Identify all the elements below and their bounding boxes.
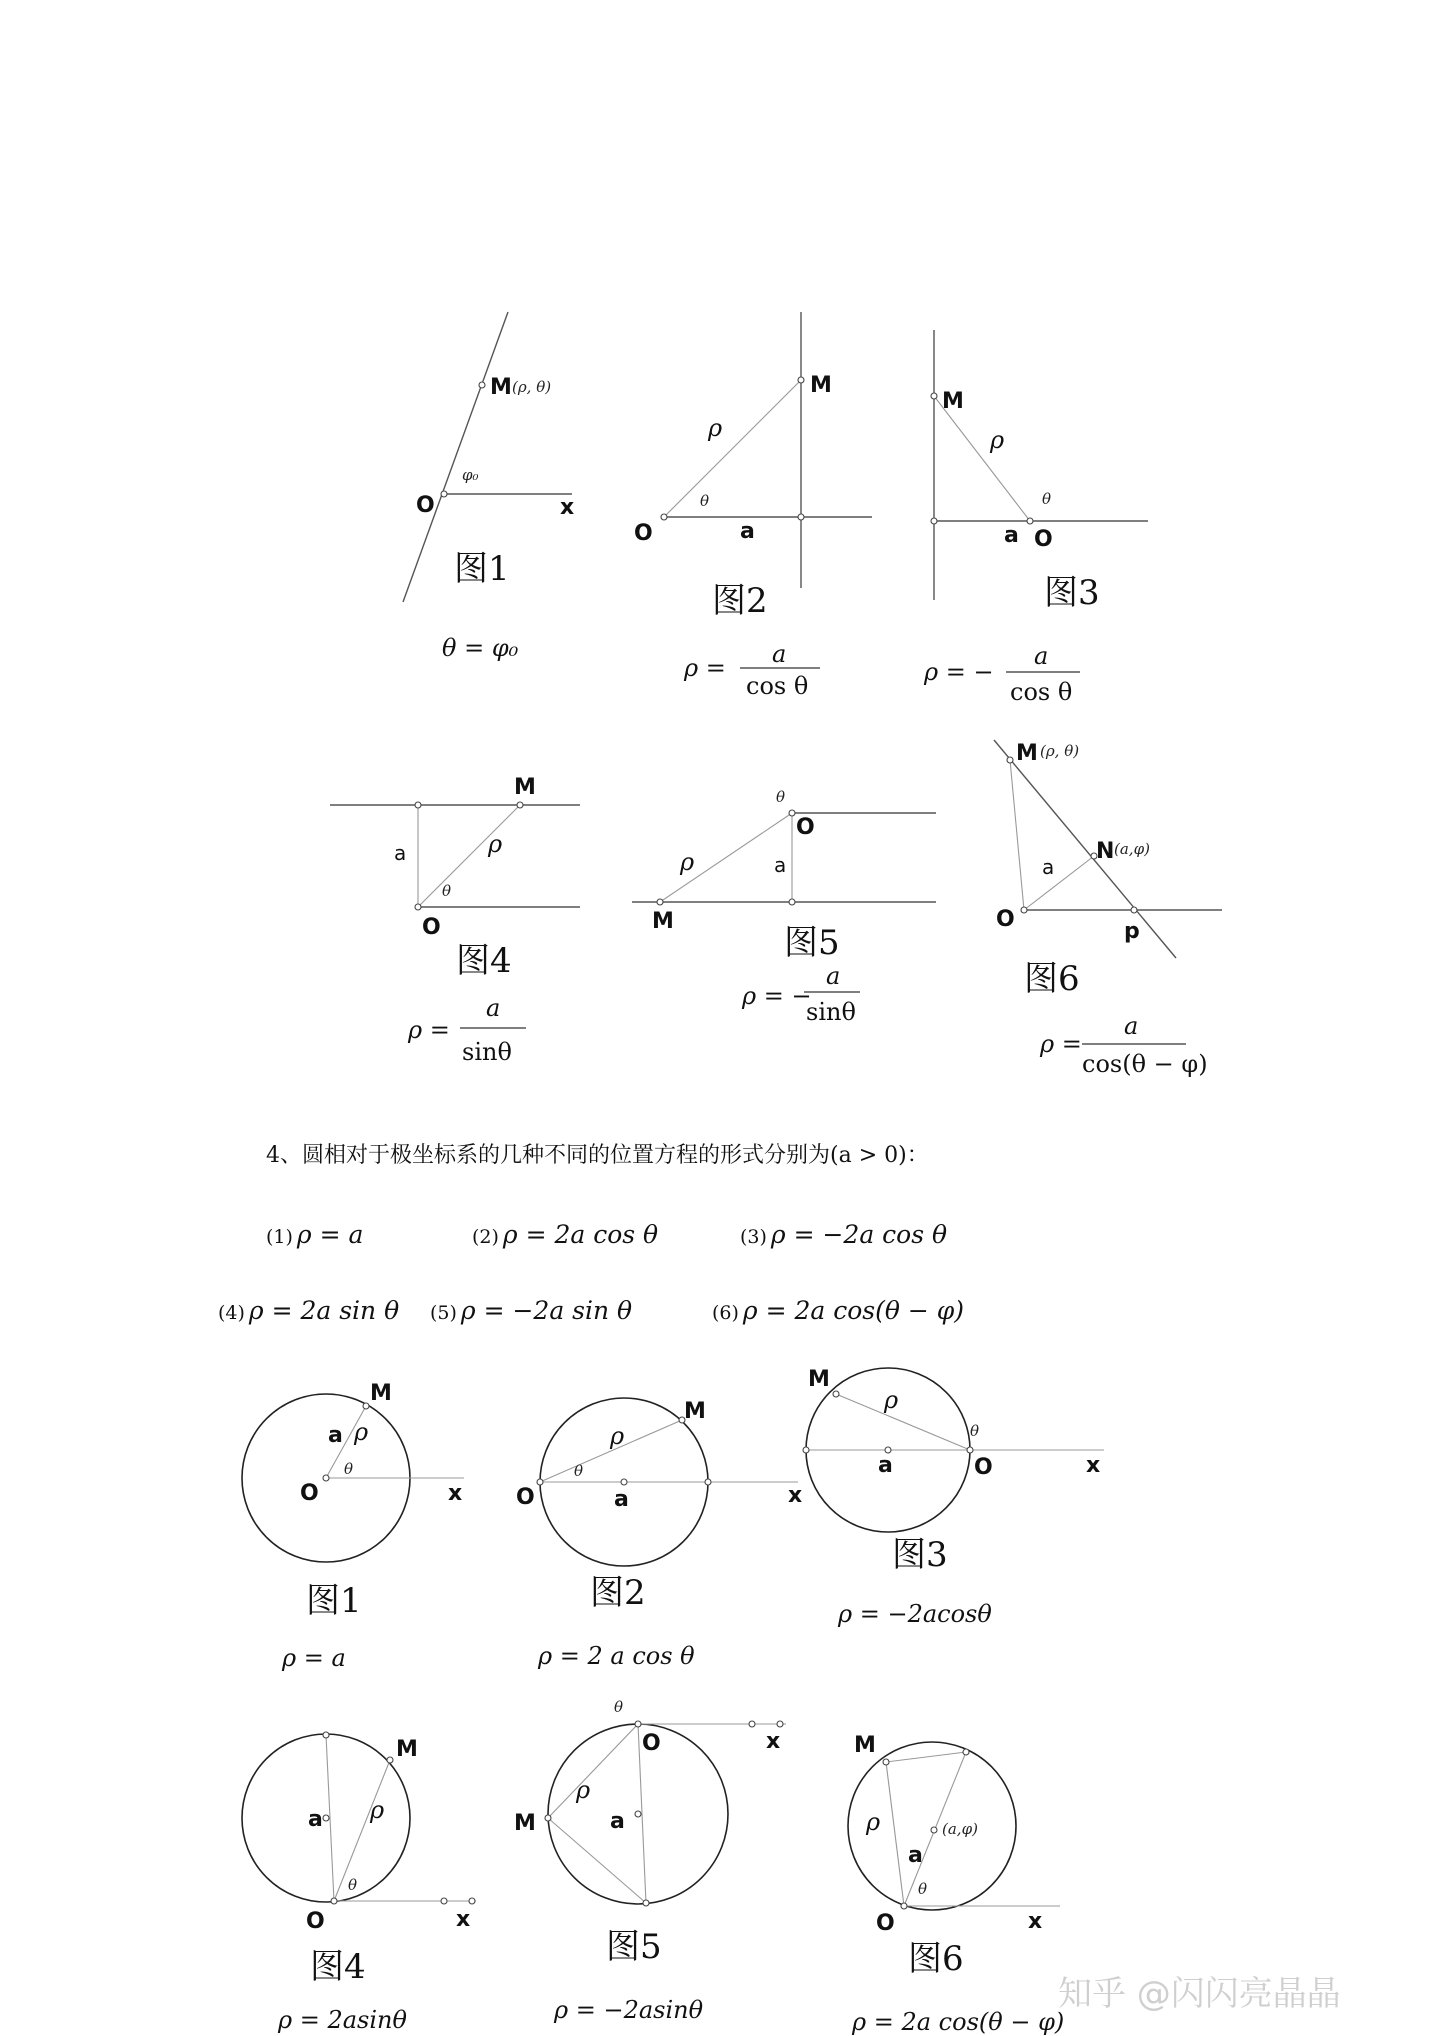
circle-figure-4 <box>242 1732 476 2034</box>
label-theta: θ <box>574 1462 584 1480</box>
label-rho: ρ <box>708 414 723 442</box>
label-m-coords: (ρ, θ) <box>1040 742 1080 760</box>
label-rho: ρ <box>354 1418 369 1446</box>
point-axis <box>749 1721 755 1727</box>
label-a: a <box>614 1487 629 1512</box>
point-o <box>967 1447 973 1453</box>
formula-number: (4) <box>218 1302 245 1324</box>
radius-line <box>418 805 520 907</box>
label-a: a <box>878 1453 893 1478</box>
label-a: a <box>308 1807 323 1832</box>
line-figure-2 <box>634 312 872 700</box>
point-m <box>833 1391 839 1397</box>
label-rho: ρ <box>884 1386 899 1414</box>
normal-line <box>1024 856 1094 910</box>
label-x: x <box>788 1483 803 1508</box>
label-o: O <box>974 1455 993 1480</box>
label-angle: φ₀ <box>462 466 479 484</box>
point-o <box>1027 518 1033 524</box>
label-theta: θ <box>918 1880 928 1898</box>
radius-line <box>934 396 1030 521</box>
equation-den: cos θ <box>1010 678 1073 706</box>
label-rho: ρ <box>680 848 695 876</box>
caption: 图5 <box>606 1927 662 1967</box>
label-o: O <box>300 1481 319 1506</box>
equation-num: a <box>1124 1012 1139 1040</box>
equation-den: cos(θ − φ) <box>1082 1050 1208 1078</box>
formula-expression: ρ = 2a cos(θ − φ) <box>742 1296 965 1325</box>
circle-figure-2 <box>516 1398 802 1670</box>
label-a: a <box>774 853 787 877</box>
label-a: a <box>740 519 755 544</box>
equation-num: a <box>1034 642 1049 670</box>
label-p: p <box>1124 919 1140 944</box>
formula-expression: ρ = 2a cos θ <box>502 1220 659 1249</box>
point-diameter-end <box>803 1447 809 1453</box>
label-n-coords: (a,φ) <box>942 1820 978 1838</box>
equation: ρ = 2asinθ <box>278 2006 407 2034</box>
label-m: M <box>684 1399 706 1424</box>
caption: 图3 <box>1044 573 1100 613</box>
point-m <box>363 1403 369 1409</box>
circle-formula-5 <box>430 1296 632 1325</box>
caption: 图6 <box>908 1939 964 1979</box>
label-m: M <box>514 775 536 800</box>
label-o: O <box>876 1911 895 1936</box>
point-o <box>331 1898 337 1904</box>
label-theta: θ <box>614 1698 624 1716</box>
caption: 图1 <box>306 1581 362 1621</box>
equation-num: a <box>772 640 787 668</box>
label-theta: θ <box>348 1876 358 1894</box>
label-o: O <box>1034 527 1053 552</box>
formula-expression: ρ = −2a sin θ <box>460 1296 633 1325</box>
label-a: a <box>1004 523 1019 548</box>
radius-line <box>836 1394 970 1450</box>
equation: θ = φ₀ <box>442 634 519 662</box>
point-o <box>415 904 421 910</box>
circle-formula-3 <box>740 1220 947 1249</box>
radius-line <box>334 1760 390 1901</box>
label-m: M <box>514 1811 536 1836</box>
label-theta: θ <box>776 788 786 806</box>
point-foot <box>415 802 421 808</box>
line-figure-4 <box>330 775 580 1066</box>
label-o: O <box>306 1909 325 1934</box>
line-figure-6 <box>994 740 1222 1078</box>
point-m <box>387 1757 393 1763</box>
label-x: x <box>448 1481 463 1506</box>
point-m <box>931 393 937 399</box>
label-m: M <box>1016 741 1038 766</box>
point-m <box>657 899 663 905</box>
label-n: N <box>1096 839 1115 864</box>
circle-figure-3 <box>803 1367 1104 1628</box>
equation-num: a <box>826 962 841 990</box>
label-theta: θ <box>700 492 710 510</box>
formula-number: (1) <box>266 1226 293 1248</box>
caption: 图2 <box>590 1573 646 1613</box>
formula-number: (5) <box>430 1302 457 1324</box>
equation-lhs: ρ = <box>1040 1030 1082 1058</box>
label-rho: ρ <box>610 1422 625 1450</box>
equation-lhs: ρ = − <box>742 982 812 1010</box>
label-theta: θ <box>970 1422 980 1440</box>
label-a: a <box>908 1843 923 1868</box>
equation-den: sinθ <box>462 1038 512 1066</box>
point-o <box>537 1479 543 1485</box>
formula-number: (6) <box>712 1302 739 1324</box>
point-m <box>517 802 523 808</box>
label-x: x <box>560 495 575 520</box>
label-rho: ρ <box>370 1796 385 1824</box>
formula-expression: ρ = a <box>296 1220 364 1249</box>
label-m: M <box>808 1367 830 1392</box>
caption: 图4 <box>456 941 512 981</box>
equation: ρ = 2 a cos θ <box>538 1642 695 1670</box>
point-m <box>479 382 485 388</box>
label-o: O <box>996 907 1015 932</box>
equation: ρ = 2a cos(θ − φ) <box>852 2008 1065 2036</box>
label-m: M <box>854 1733 876 1758</box>
radius-line <box>548 1724 638 1818</box>
label-rho: ρ <box>488 830 503 858</box>
line-figure-5 <box>632 788 936 1026</box>
label-theta: θ <box>442 882 452 900</box>
equation: ρ = −2asinθ <box>554 1996 704 2024</box>
label-m: M <box>652 909 674 934</box>
label-x: x <box>456 1907 471 1932</box>
label-a: a <box>394 841 407 865</box>
radius-line <box>1010 760 1024 910</box>
point-o <box>661 514 667 520</box>
equation: ρ = −2acosθ <box>838 1600 992 1628</box>
equation-den: sinθ <box>806 998 856 1026</box>
equation-lhs: ρ = <box>408 1016 450 1044</box>
point-o <box>789 810 795 816</box>
circle-formula-1 <box>266 1220 363 1249</box>
label-x: x <box>1028 1909 1043 1934</box>
equation-lhs: ρ = − <box>924 658 994 686</box>
point-o <box>1021 907 1027 913</box>
label-n-coords: (a,φ) <box>1114 840 1150 858</box>
chord-line <box>548 1818 646 1903</box>
point-a <box>635 1811 641 1817</box>
label-theta: θ <box>344 1460 354 1478</box>
label-rho: ρ <box>576 1776 591 1804</box>
radius-line <box>664 380 801 517</box>
label-m: M <box>370 1381 392 1406</box>
equation: ρ = a <box>282 1644 346 1672</box>
point-m <box>883 1759 889 1765</box>
label-o: O <box>634 521 653 546</box>
point-p <box>1131 907 1137 913</box>
equation-num: a <box>486 994 501 1022</box>
point-axis-end <box>777 1721 783 1727</box>
point-diameter-end <box>643 1900 649 1906</box>
point-m <box>545 1815 551 1821</box>
circle-figure-6 <box>848 1733 1064 2036</box>
label-o: O <box>422 915 441 940</box>
label-a: a <box>610 1809 625 1834</box>
caption: 图3 <box>892 1535 948 1575</box>
formula-expression: ρ = −2a cos θ <box>770 1220 948 1249</box>
label-o: O <box>416 493 435 518</box>
caption: 图6 <box>1024 959 1080 999</box>
label-a: a <box>328 1423 343 1448</box>
label-m: M <box>942 389 964 414</box>
point-foot <box>789 899 795 905</box>
formula-number: (2) <box>472 1226 499 1248</box>
point-diameter-end <box>323 1732 329 1738</box>
point-axis-end <box>469 1898 475 1904</box>
point-m <box>1007 757 1013 763</box>
point-a <box>323 1815 329 1821</box>
line-figure-1 <box>403 312 574 662</box>
equation-lhs: ρ = <box>684 654 726 682</box>
point-m <box>798 377 804 383</box>
label-theta: θ <box>1042 490 1052 508</box>
point-axis <box>441 1898 447 1904</box>
caption: 图4 <box>310 1947 366 1987</box>
point-o <box>635 1721 641 1727</box>
point-a <box>931 518 937 524</box>
label-o: O <box>796 815 815 840</box>
circle-figure-1 <box>242 1381 464 1672</box>
line-figure-3 <box>923 330 1148 706</box>
label-a: a <box>1042 855 1055 879</box>
circle-figure-5 <box>514 1698 786 2024</box>
formula-number: (3) <box>740 1226 767 1248</box>
circle-formula-2 <box>472 1220 658 1249</box>
watermark: 知乎 @闪闪亮晶晶 <box>1058 1974 1341 2014</box>
label-x: x <box>766 1729 781 1754</box>
label-m: M <box>810 373 832 398</box>
point-a <box>621 1479 627 1485</box>
point-diameter-end <box>705 1479 711 1485</box>
point-a <box>798 514 804 520</box>
point-diameter-end <box>963 1749 969 1755</box>
equation-den: cos θ <box>746 672 809 700</box>
circle-formula-4 <box>218 1296 399 1325</box>
label-rho: ρ <box>990 426 1005 454</box>
caption: 图1 <box>454 549 510 589</box>
label-m: M <box>490 375 512 400</box>
point-n <box>931 1827 937 1833</box>
label-x: x <box>1086 1453 1101 1478</box>
caption: 图2 <box>712 581 768 621</box>
section-heading: 4、圆相对于极坐标系的几种不同的位置方程的形式分别为(a > 0)： <box>266 1143 929 1168</box>
point-o <box>323 1475 329 1481</box>
label-m: M <box>396 1737 418 1762</box>
label-o: O <box>642 1731 661 1756</box>
label-o: O <box>516 1485 535 1510</box>
label-m-coords: (ρ, θ) <box>512 378 552 396</box>
caption: 图5 <box>784 923 840 963</box>
radius-line <box>886 1762 904 1906</box>
label-rho: ρ <box>866 1808 881 1836</box>
formula-expression: ρ = 2a sin θ <box>248 1296 400 1325</box>
point-o <box>441 491 447 497</box>
chord-line <box>886 1752 966 1762</box>
point-o <box>901 1903 907 1909</box>
circle-formula-6 <box>712 1296 964 1325</box>
